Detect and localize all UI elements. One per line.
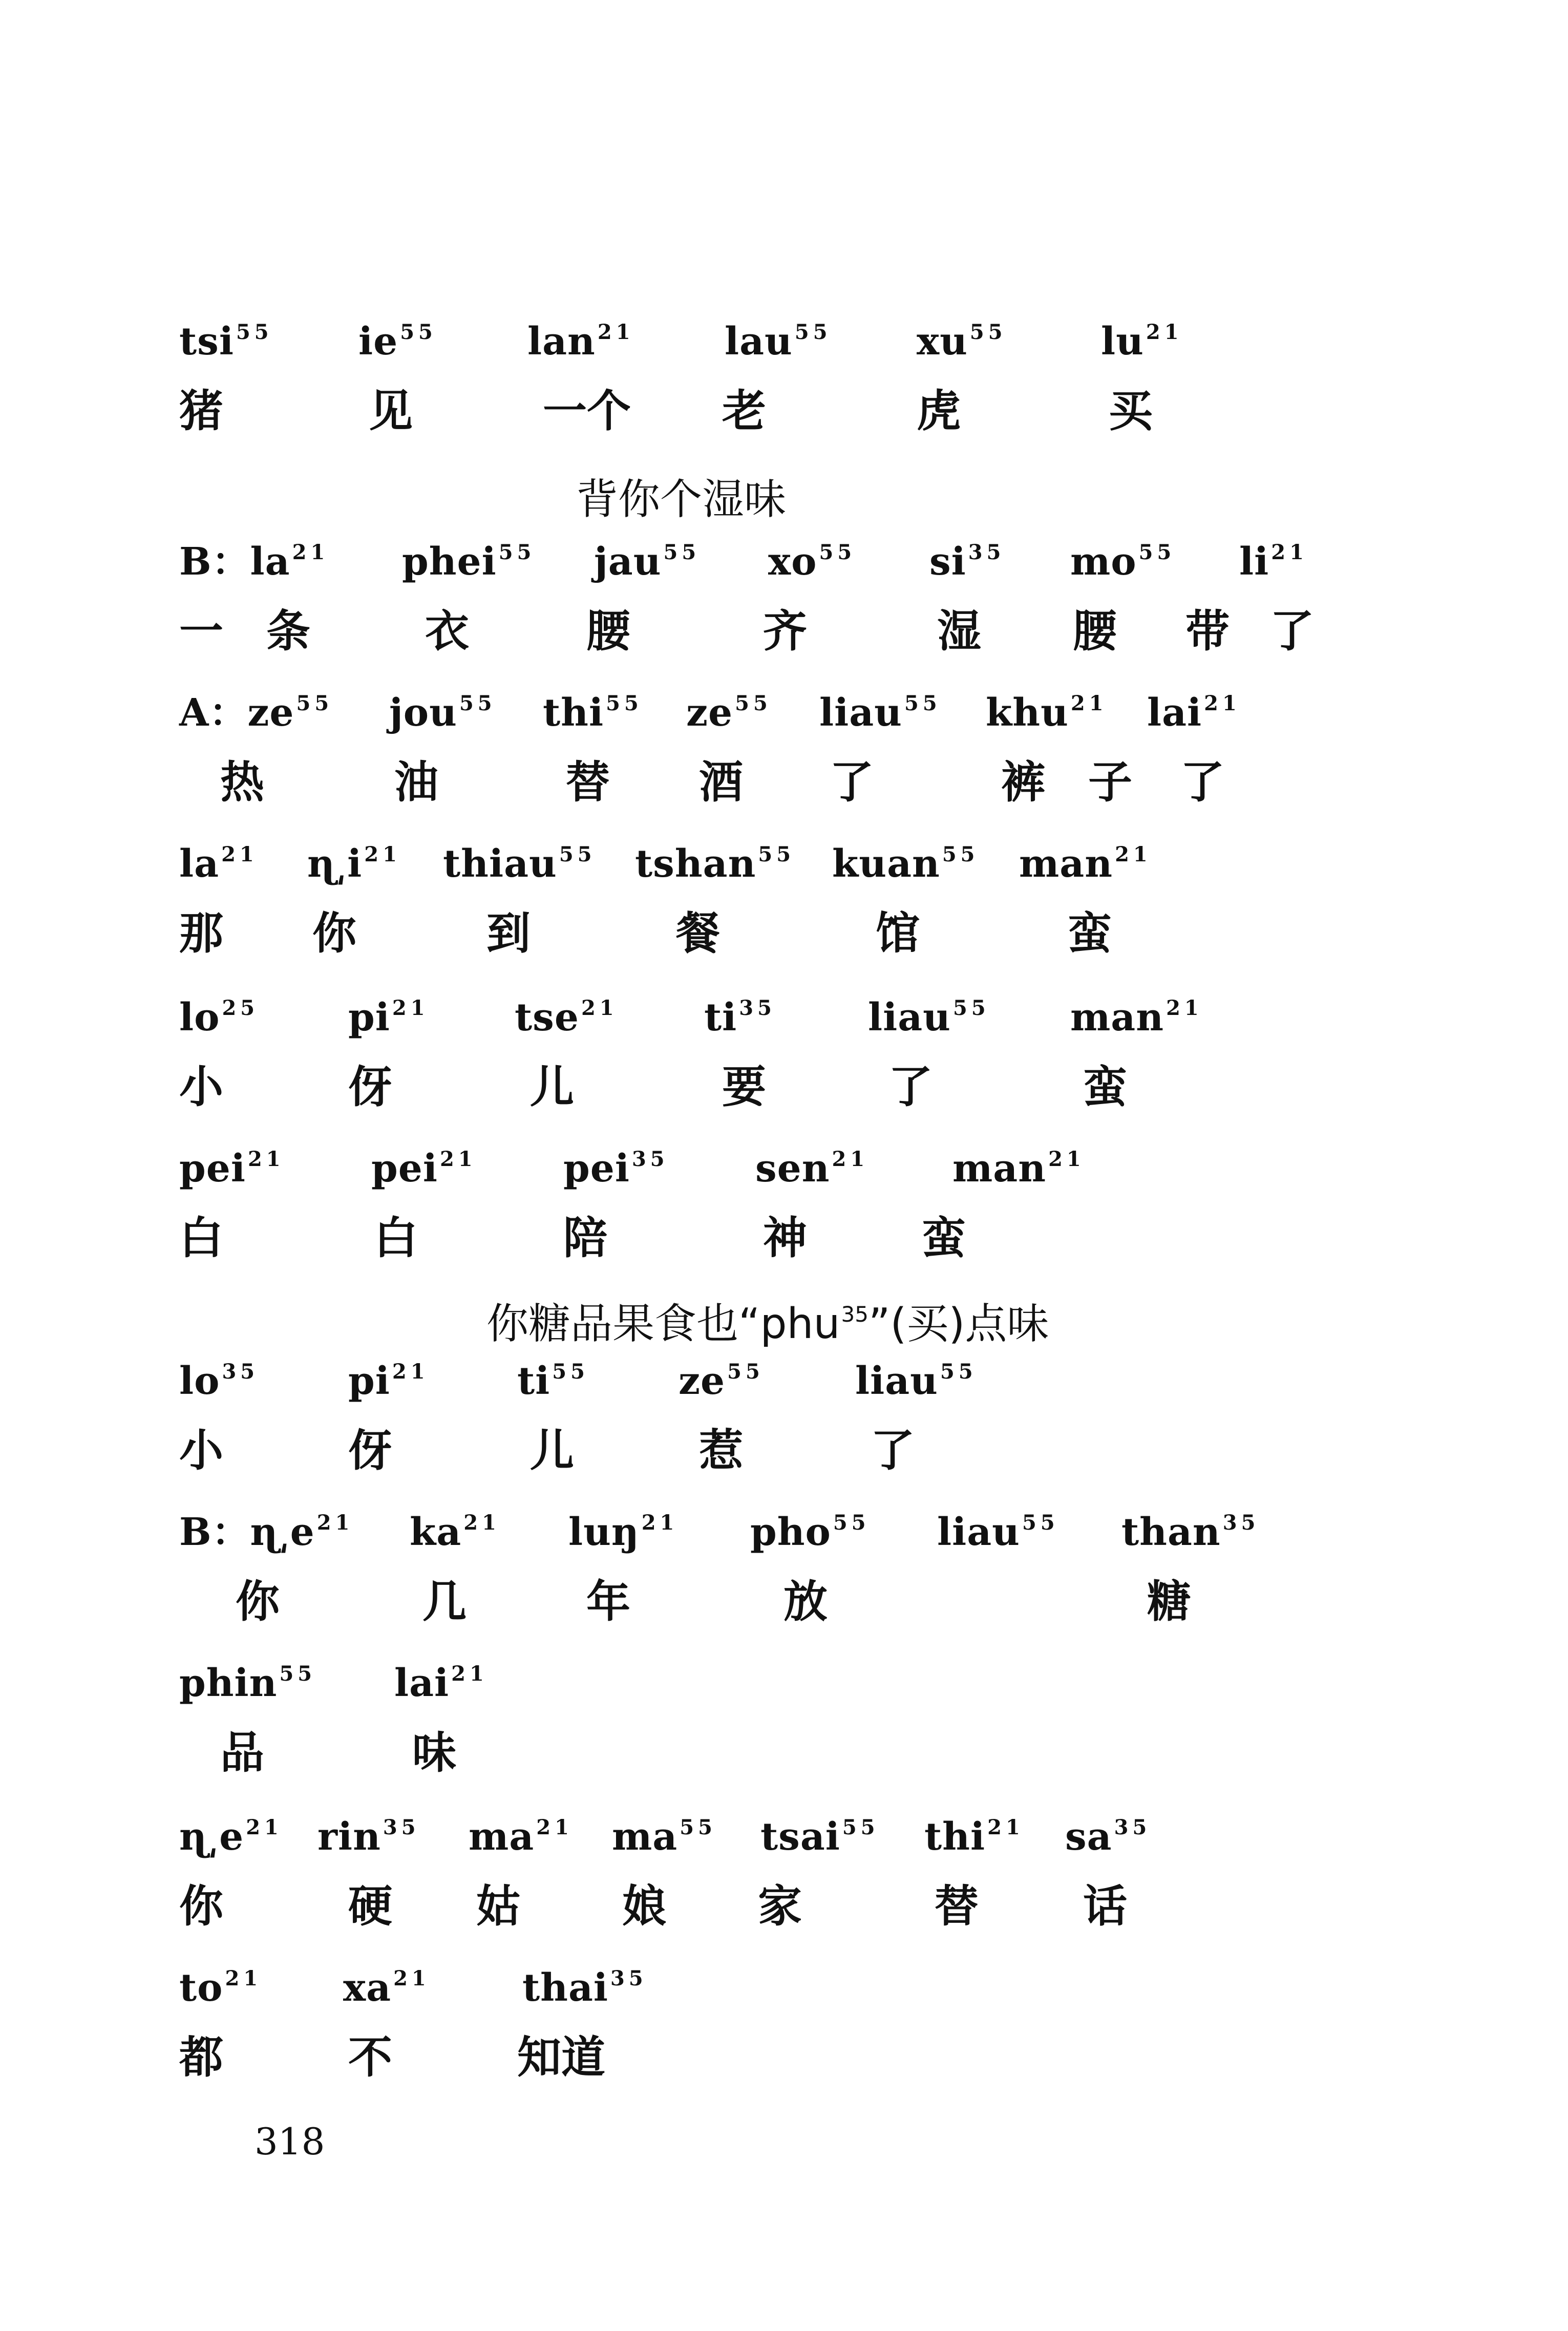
- syllable: [179, 842, 258, 886]
- syllable-text: lau: [725, 320, 793, 364]
- syllable-text: mo: [1070, 540, 1137, 584]
- syllable: [179, 1147, 285, 1191]
- syllable-text: luŋ: [568, 1510, 640, 1554]
- syllable: [750, 1510, 870, 1554]
- syllable: [1239, 540, 1308, 584]
- tone-number: 55: [1022, 1511, 1059, 1535]
- syllable-text: la: [179, 842, 220, 886]
- tone-number: 55: [727, 1360, 764, 1384]
- syllable-text: phei: [402, 540, 497, 584]
- tone-number: 55: [680, 1815, 716, 1839]
- syllable-text: pei: [179, 1147, 246, 1191]
- syllable: [402, 540, 536, 584]
- tone-number: 35: [631, 1147, 669, 1171]
- syllable-text: sa: [1065, 1815, 1112, 1859]
- syllable-text: A：ze: [179, 691, 294, 735]
- romanization-line: [0, 842, 1568, 917]
- tone-number: 21: [316, 1511, 354, 1535]
- syllable: [1070, 540, 1176, 584]
- hanzi-gloss: 几: [422, 1576, 467, 1627]
- syllable: [371, 1147, 477, 1191]
- hanzi-gloss: 了: [871, 1425, 915, 1476]
- hanzi-line: [0, 1727, 1568, 1803]
- hanzi-gloss: 话: [1083, 1881, 1127, 1932]
- syllable-text: ma: [612, 1815, 678, 1859]
- hanzi-gloss: 伢: [348, 1425, 392, 1476]
- hanzi-gloss: 你: [312, 908, 356, 959]
- syllable: [686, 691, 772, 735]
- romanization-line: [0, 691, 1568, 766]
- hanzi-gloss: 衣: [425, 606, 469, 657]
- hanzi-gloss: 白: [374, 1213, 418, 1264]
- hanzi-gloss: 儿: [530, 1062, 574, 1113]
- syllable: [819, 691, 941, 735]
- syllable: [522, 1966, 647, 2010]
- syllable-text: xo: [768, 540, 817, 584]
- syllable-text: lai: [1147, 691, 1202, 735]
- syllable-text: liau: [937, 1510, 1020, 1554]
- tone-number: 55: [552, 1360, 589, 1384]
- syllable: [179, 1661, 316, 1705]
- hanzi-gloss: 裤: [1001, 757, 1045, 808]
- syllable: [594, 540, 701, 584]
- tone-number: 25: [222, 996, 259, 1020]
- hanzi-gloss: 虎: [917, 386, 961, 437]
- hanzi-line: [0, 1425, 1568, 1500]
- syllable-text: ti: [704, 995, 737, 1040]
- hanzi-gloss: 湿: [937, 606, 981, 657]
- tone-number: 55: [663, 540, 701, 564]
- page-number: 318: [255, 2120, 325, 2163]
- hanzi-gloss: 要: [722, 1062, 766, 1113]
- tone-number: 21: [246, 1815, 283, 1839]
- tone-number: 35: [1114, 1815, 1151, 1839]
- syllable-text: man: [1019, 842, 1113, 886]
- syllable-text: pi: [348, 995, 390, 1040]
- syllable-text: rin: [317, 1815, 381, 1859]
- hanzi-gloss: 伢: [348, 1062, 392, 1113]
- syllable: [832, 842, 979, 886]
- hanzi-gloss: 蛮: [1083, 1062, 1127, 1113]
- syllable: [1065, 1815, 1151, 1859]
- tone-number: 21: [1115, 842, 1152, 866]
- syllable-text: than: [1121, 1510, 1221, 1554]
- hanzi-gloss: 替: [566, 757, 610, 808]
- syllable-text: ɳ͵i: [307, 842, 363, 886]
- syllable: [179, 540, 329, 584]
- tone-number: 55: [279, 1662, 316, 1686]
- hanzi-gloss: 酒: [699, 757, 743, 808]
- romanization-line: [0, 1966, 1568, 2041]
- tone-number: 21: [221, 842, 258, 866]
- syllable: [755, 1147, 869, 1191]
- tone-number: 35: [383, 1815, 420, 1839]
- tone-number: 55: [236, 320, 273, 344]
- hanzi-gloss: 家: [758, 1881, 802, 1932]
- syllable-text: tse: [515, 995, 579, 1040]
- syllable-text: B：ɳ͵e: [179, 1510, 315, 1554]
- hanzi-gloss: 知道: [517, 2032, 605, 2083]
- syllable-text: ze: [686, 691, 733, 735]
- hanzi-gloss: 硬: [348, 1881, 392, 1932]
- hanzi-gloss: 了: [1270, 606, 1314, 657]
- hanzi-gloss: 都: [179, 2032, 223, 2083]
- hanzi-gloss: 替: [935, 1881, 979, 1932]
- syllable-text: si: [929, 540, 966, 584]
- syllable-text: ka: [410, 1510, 462, 1554]
- gloss-line-2-post: ”(买)点味: [868, 1300, 1049, 1348]
- syllable-text: ie: [358, 320, 398, 364]
- hanzi-gloss: 你: [236, 1576, 280, 1627]
- syllable-text: lo: [179, 995, 220, 1040]
- syllable-text: tsai: [760, 1815, 840, 1859]
- syllable: [515, 995, 618, 1040]
- syllable: [929, 540, 1005, 584]
- syllable: [343, 1966, 430, 2010]
- tone-number: 21: [597, 320, 634, 344]
- hanzi-gloss: 齐: [763, 606, 807, 657]
- hanzi-line: [0, 908, 1568, 983]
- syllable: [517, 1359, 589, 1403]
- hanzi-line: [0, 1213, 1568, 1288]
- hanzi-line: [0, 606, 1568, 681]
- hanzi-line: [0, 757, 1568, 832]
- syllable: [917, 320, 1007, 364]
- tone-number: 55: [459, 691, 496, 715]
- tone-number: 21: [1146, 320, 1183, 344]
- syllable-text: pei: [563, 1147, 630, 1191]
- tone-number: 21: [1070, 691, 1108, 715]
- romanization-line: [0, 1359, 1568, 1434]
- hanzi-gloss: 味: [412, 1727, 456, 1778]
- syllable: [635, 842, 795, 886]
- syllable: [348, 1359, 429, 1403]
- hanzi-gloss: 放: [783, 1576, 828, 1627]
- syllable-text: kuan: [832, 842, 940, 886]
- tone-number: 55: [498, 540, 536, 564]
- syllable: [986, 691, 1108, 735]
- tone-number: 55: [819, 540, 856, 564]
- syllable-text: thi: [543, 691, 604, 735]
- tone-number: 21: [1048, 1147, 1085, 1171]
- hanzi-gloss: 腰: [586, 606, 630, 657]
- hanzi-gloss: 一个: [543, 386, 631, 437]
- syllable: [768, 540, 856, 584]
- hanzi-gloss: 带: [1185, 606, 1230, 657]
- hanzi-gloss: 老: [722, 386, 766, 437]
- syllable: [443, 842, 596, 886]
- tone-number: 55: [833, 1511, 870, 1535]
- syllable: [179, 691, 333, 735]
- tone-number: 35: [610, 1966, 647, 1990]
- tone-number: 55: [904, 691, 941, 715]
- tone-number: 21: [536, 1815, 573, 1839]
- tone-number: 21: [451, 1662, 488, 1686]
- romanization-line: [0, 1661, 1568, 1736]
- syllable: [410, 1510, 500, 1554]
- hanzi-gloss: 糖: [1147, 1576, 1191, 1627]
- hanzi-gloss: 神: [763, 1213, 807, 1264]
- hanzi-gloss: 年: [586, 1576, 630, 1627]
- syllable: [394, 1661, 488, 1705]
- syllable: [725, 320, 832, 364]
- tone-number: 55: [735, 691, 772, 715]
- syllable-text: lai: [394, 1661, 450, 1705]
- gloss-line-2-sup: 35: [841, 1302, 868, 1327]
- syllable: [568, 1510, 679, 1554]
- tone-number: 55: [559, 842, 596, 866]
- tone-number: 21: [463, 1511, 500, 1535]
- tone-number: 21: [392, 1360, 429, 1384]
- hanzi-gloss: 陪: [563, 1213, 607, 1264]
- tone-number: 21: [1166, 996, 1203, 1020]
- syllable-text: sen: [755, 1147, 830, 1191]
- syllable: [307, 842, 401, 886]
- tone-number: 21: [364, 842, 401, 866]
- hanzi-gloss: 蛮: [922, 1213, 966, 1264]
- syllable-text: xa: [343, 1966, 392, 2010]
- hanzi-gloss: 馆: [876, 908, 920, 959]
- syllable-text: xu: [917, 320, 968, 364]
- hanzi-gloss: 品: [220, 1727, 264, 1778]
- syllable-text: ɳ͵e: [179, 1815, 244, 1859]
- syllable: [868, 995, 990, 1040]
- syllable: [612, 1815, 716, 1859]
- syllable: [348, 995, 429, 1040]
- syllable-text: pi: [348, 1359, 390, 1403]
- hanzi-gloss: 了: [1180, 757, 1224, 808]
- syllable: [179, 1359, 259, 1403]
- hanzi-line: [0, 1576, 1568, 1651]
- tone-number: 21: [393, 1966, 430, 1990]
- hanzi-gloss: 腰: [1073, 606, 1117, 657]
- hanzi-gloss: 见: [369, 386, 413, 437]
- syllable: [760, 1815, 879, 1859]
- syllable-text: thiau: [443, 842, 557, 886]
- hanzi-gloss: 到: [486, 908, 531, 959]
- syllable: [317, 1815, 420, 1859]
- syllable-text: li: [1239, 540, 1269, 584]
- tone-number: 55: [296, 691, 333, 715]
- syllable: [179, 1815, 283, 1859]
- tone-number: 55: [969, 320, 1007, 344]
- tone-number: 35: [968, 540, 1005, 564]
- syllable-text: liau: [819, 691, 902, 735]
- romanization-line: [0, 320, 1568, 394]
- syllable: [952, 1147, 1085, 1191]
- syllable: [389, 691, 496, 735]
- hanzi-line: [0, 1062, 1568, 1137]
- syllable: [179, 1966, 262, 2010]
- syllable-text: jou: [389, 691, 457, 735]
- tone-number: 55: [794, 320, 832, 344]
- syllable: [563, 1147, 669, 1191]
- syllable-text: pho: [750, 1510, 831, 1554]
- syllable-text: ma: [469, 1815, 535, 1859]
- syllable-text: man: [952, 1147, 1047, 1191]
- syllable: [937, 1510, 1059, 1554]
- tone-number: 21: [987, 1815, 1024, 1839]
- gloss-line-2: [486, 1300, 1049, 1348]
- hanzi-line: [0, 2032, 1568, 2107]
- hanzi-gloss: 你: [179, 1881, 223, 1932]
- tone-number: 35: [222, 1360, 259, 1384]
- tone-number: 35: [1222, 1511, 1260, 1535]
- syllable-text: to: [179, 1966, 223, 2010]
- gloss-line-2-pre: 你糖品果食也“phu: [486, 1300, 840, 1348]
- romanization-line: [0, 995, 1568, 1070]
- syllable: [543, 691, 643, 735]
- syllable: [1101, 320, 1183, 364]
- syllable: [1147, 691, 1241, 735]
- syllable: [1070, 995, 1203, 1040]
- gloss-line-1: 背你个湿味: [576, 475, 787, 524]
- romanization-line: [0, 1510, 1568, 1585]
- syllable-text: lo: [179, 1359, 220, 1403]
- syllable-text: tsi: [179, 320, 234, 364]
- syllable: [179, 995, 259, 1040]
- hanzi-gloss: 姑: [476, 1881, 520, 1932]
- syllable-text: tshan: [635, 842, 756, 886]
- syllable-text: lan: [527, 320, 596, 364]
- syllable: [469, 1815, 573, 1859]
- hanzi-gloss: 小: [179, 1062, 223, 1113]
- tone-number: 35: [739, 996, 776, 1020]
- hanzi-gloss: 油: [394, 757, 438, 808]
- syllable-text: khu: [986, 691, 1069, 735]
- hanzi-gloss: 热: [220, 757, 264, 808]
- hanzi-gloss: 那: [179, 908, 223, 959]
- tone-number: 55: [758, 842, 795, 866]
- hanzi-gloss: 儿: [530, 1425, 574, 1476]
- syllable-text: man: [1070, 995, 1164, 1040]
- syllable: [358, 320, 437, 364]
- tone-number: 21: [1204, 691, 1241, 715]
- tone-number: 21: [641, 1511, 679, 1535]
- syllable: [704, 995, 776, 1040]
- romanization-line: [0, 1815, 1568, 1890]
- syllable-text: thai: [522, 1966, 609, 2010]
- syllable-text: liau: [855, 1359, 938, 1403]
- romanization-line: [0, 540, 1568, 614]
- hanzi-line: [0, 1881, 1568, 1956]
- romanization-line: [0, 1147, 1568, 1221]
- hanzi-gloss: 买: [1109, 386, 1153, 437]
- hanzi-gloss: 惹: [699, 1425, 743, 1476]
- tone-number: 55: [952, 996, 990, 1020]
- syllable: [924, 1815, 1024, 1859]
- syllable: [1019, 842, 1152, 886]
- tone-number: 55: [606, 691, 643, 715]
- hanzi-gloss: 娘: [622, 1881, 666, 1932]
- hanzi-gloss: 一: [179, 606, 223, 657]
- hanzi-gloss: 条: [266, 606, 310, 657]
- tone-number: 21: [247, 1147, 285, 1171]
- tone-number: 21: [292, 540, 329, 564]
- syllable: [179, 320, 273, 364]
- syllable: [1121, 1510, 1260, 1554]
- syllable-text: lu: [1101, 320, 1144, 364]
- hanzi-gloss: 小: [179, 1425, 223, 1476]
- tone-number: 21: [1271, 540, 1308, 564]
- hanzi-gloss: 蛮: [1068, 908, 1112, 959]
- syllable: [527, 320, 634, 364]
- hanzi-gloss: 了: [830, 757, 874, 808]
- syllable-text: B：la: [179, 540, 290, 584]
- syllable: [855, 1359, 977, 1403]
- syllable-text: jau: [594, 540, 662, 584]
- tone-number: 21: [392, 996, 429, 1020]
- tone-number: 21: [439, 1147, 477, 1171]
- hanzi-line: [0, 386, 1568, 461]
- tone-number: 21: [832, 1147, 869, 1171]
- syllable: [679, 1359, 764, 1403]
- hanzi-gloss: 餐: [676, 908, 720, 959]
- hanzi-gloss: 子: [1088, 757, 1132, 808]
- tone-number: 21: [581, 996, 618, 1020]
- tone-number: 55: [942, 842, 979, 866]
- hanzi-gloss: 猪: [179, 386, 223, 437]
- tone-number: 55: [940, 1360, 977, 1384]
- syllable-text: ti: [517, 1359, 550, 1403]
- syllable-text: ze: [679, 1359, 726, 1403]
- syllable-text: pei: [371, 1147, 438, 1191]
- hanzi-gloss: 白: [179, 1213, 223, 1264]
- tone-number: 21: [225, 1966, 262, 1990]
- tone-number: 55: [400, 320, 437, 344]
- tone-number: 55: [1138, 540, 1176, 564]
- syllable-text: thi: [924, 1815, 986, 1859]
- syllable-text: phin: [179, 1661, 278, 1705]
- hanzi-gloss: 不: [348, 2032, 392, 2083]
- tone-number: 55: [842, 1815, 879, 1839]
- syllable: [179, 1510, 354, 1554]
- hanzi-gloss: 了: [888, 1062, 933, 1113]
- syllable-text: liau: [868, 995, 951, 1040]
